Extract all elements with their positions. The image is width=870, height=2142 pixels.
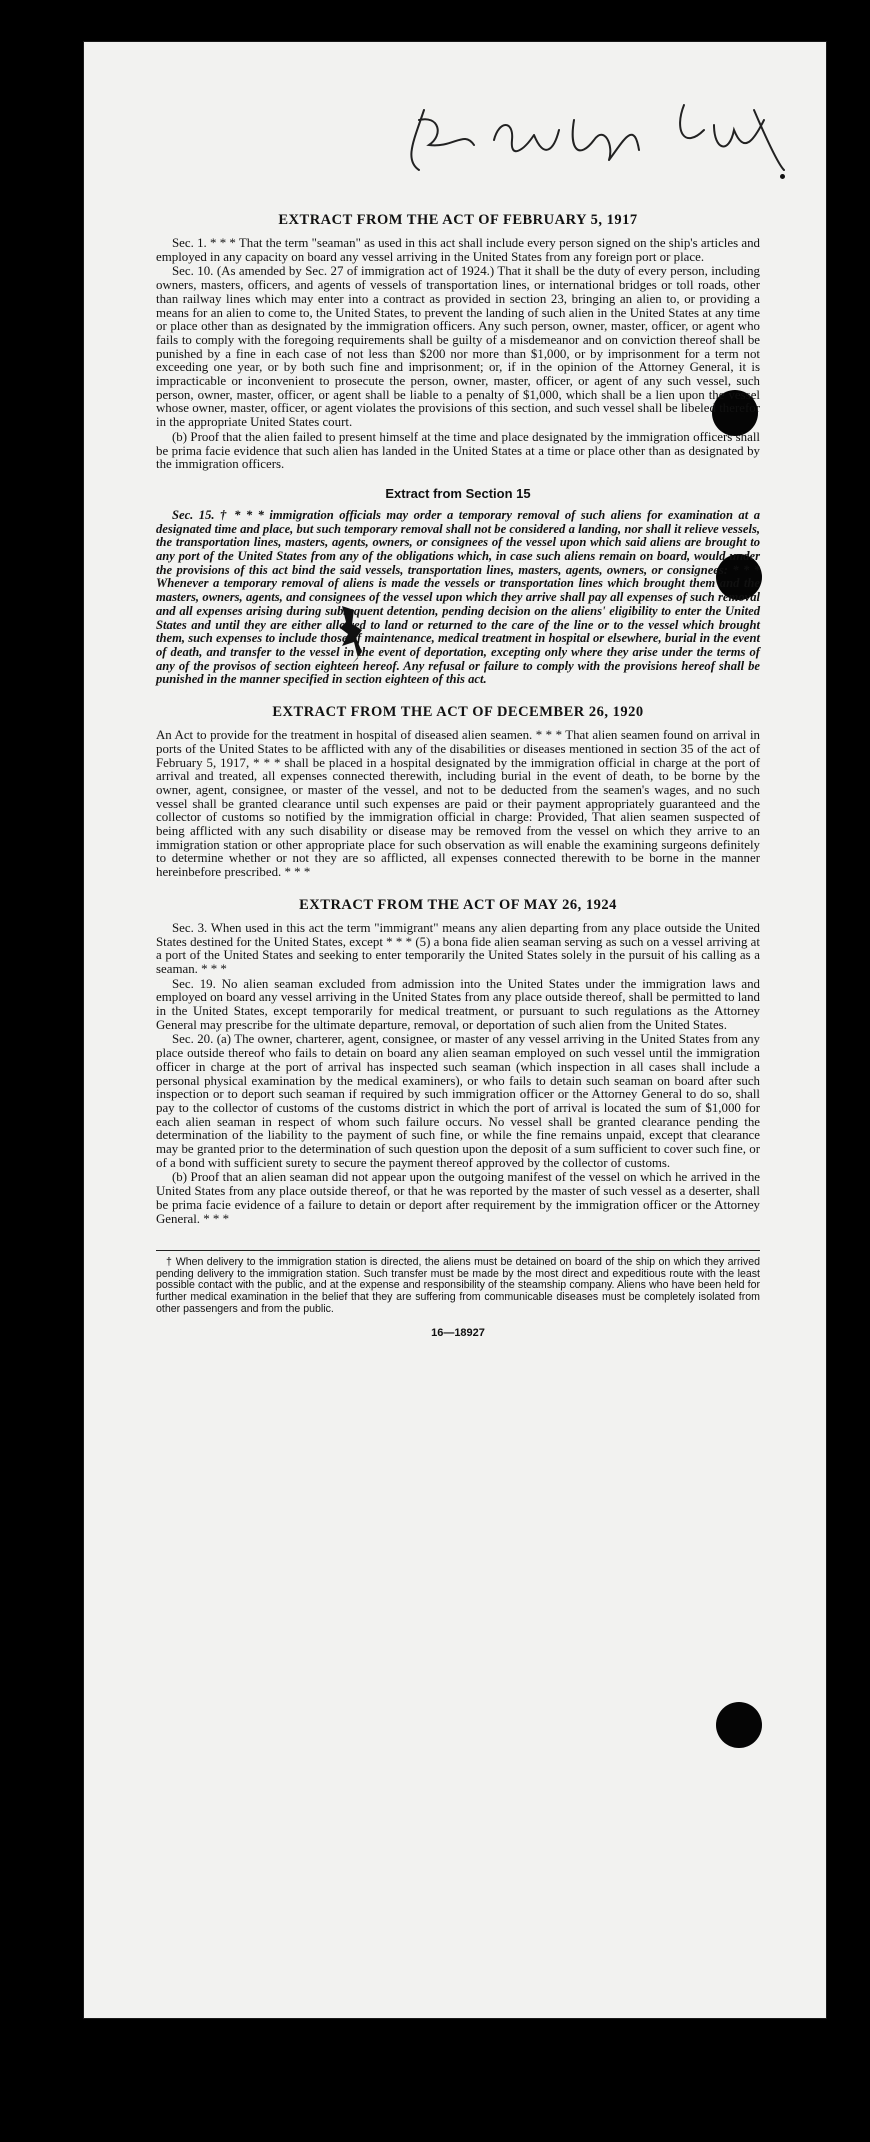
italic-paragraph: Sec. 15. † * * * immigration officials may order a temporary removal of such aliens for examination at a designated time and place, but such temporary removal shall not be considered a landing, nor shall it relieve vessels, the transportation lines, masters, agents, owners, or consignees of the vessel upon which said aliens are brought to any port of the United States from any of the obligations which, in case such aliens remain on board, would under the provisions of this act bind the said vessels, transportation lines, masters, agents, owners, or consignees: * * * Whenever a temporary removal of aliens is made the vessels or transportation lines which brought them and the masters, owners, agents, and consignees of the vessel upon which they arrive shall pay all expenses of such removal and all expenses arising during subsequent detention, pending decision on the aliens' eligibility to enter the United States and until they are either allowed to land or returned to the care of the line or to the vessel which brought them, such expenses to include those of maintenance, medical treatment in hospital or elsewhere, burial in the event of death, and transfer to the vessel in the event of deportation, excepting only where they arise under the terms of any of the provisos of section eighteen hereof. Any refusal or failure to comply with the provisions hereof shall be punished in the manner specified in section eighteen of this act. xyxy=(156,507,760,687)
document-page xyxy=(84,42,826,2018)
paragraph: Sec. 19. No alien seaman excluded from admission into the United States under the immigration laws and employed on board any vessel arriving in the United States from any place outside thereof, shall be permitted to land in the United States, except temporarily for medical treatment, or pursuant to such regulations as the Attorney General may prescribe for the ultimate departure, removal, or deportation of such alien from the United States. xyxy=(156,976,760,1032)
footnote: † When delivery to the immigration station is directed, the aliens must be detained on board of the ship on which they arrived pending delivery to the immigration station. Such transfer must be made by the most direct and expeditious route with the least possible contact with the public, and at the expense and responsibility of the steamship company. Aliens who have been held for further medical examination in the belief that they are suffering from communicable diseases must be completely isolated from other passengers and from the public. xyxy=(156,1256,760,1315)
paragraph: Sec. 1. * * * That the term "seaman" as used in this act shall include every person signed on the ship's articles and employed in any capacity on board any vessel arriving in the United States from any foreign port or place. xyxy=(156,236,760,264)
section-heading: EXTRACT FROM THE ACT OF MAY 26, 1924 xyxy=(299,896,617,913)
paragraph: An Act to provide for the treatment in hospital of diseased alien seamen. * * * That alien seamen found on arrival in ports of the United States to be afflicted with any of the disabilities or diseases mentioned in section 35 of the act of February 5, 1917, * * * shall be placed in a hospital designated by the immigration official in charge at the port of arrival and treated, all expenses connected therewith, including burial in the event of death, to be borne by the owner, agent, consignee, or master of the vessel, and not to be deducted from the seamen's wages, and no such vessel shall be granted clearance until such expenses are paid or their payment appropriately guaranteed and the collector of customs so notified by the immigration official in charge: Provided, That alien seamen suspected of being afflicted with any such disability or disease may be removed from the vessel on which they arrive to an immigration station or other appropriate place for such observation as will enable the examining surgeons definitely to determine whether or not they are so afflicted, all expenses connected therewith to be borne in the manner hereinbefore prescribed. * * * xyxy=(156,728,760,880)
section-extract-15 xyxy=(156,486,760,687)
section-act-1917 xyxy=(156,212,760,472)
section-subheading: Extract from Section 15 xyxy=(385,485,531,501)
footnote-divider xyxy=(156,1250,760,1251)
section-heading: EXTRACT FROM THE ACT OF FEBRUARY 5, 1917 xyxy=(278,212,638,228)
punch-hole-3 xyxy=(716,1702,762,1748)
paragraph: Sec. 3. When used in this act the term "immigrant" means any alien departing from any place outside the United States destined for the United States, except * * * (5) a bona fide alien seaman serving as such on a vessel arriving at a port of the United States and seeking to enter temporarily the United States solely in the pursuit of his calling as a seaman. * * * xyxy=(156,920,760,976)
handwriting-scribble xyxy=(384,90,804,180)
paragraph: Sec. 10. (As amended by Sec. 27 of immigration act of 1924.) That it shall be the duty of every person, including owners, masters, officers, and agents of vessels of transportation lines, or international bridges or toll roads, other than railway lines which may enter into a contract as provided in section 23, bringing an alien to, or providing a means for an alien to come to, the United States, to prevent the landing of such alien in the United States at any time or place other than as designated by the immigration officers. Any such person, owner, master, officer, or agent who fails to comply with the foregoing requirements shall be guilty of a misdemeanor and on conviction thereof shall be punished by a fine in each case of not less than $200 nor more than $1,000, or by imprisonment for a term not exceeding one year, or by both such fine and imprisonment; or, if in the opinion of the Attorney General, it is impracticable or inconvenient to prosecute the person, owner, master, officer, or agent of any such vessel, such person, owner, master, officer, or agent shall be liable to a penalty of $1,000, which shall be a lien upon the vessel whose owner, master, officer, or agent violates the provisions of this section, and such vessel shall be libeled therefor in the appropriate United States court. xyxy=(156,264,760,430)
document-body xyxy=(156,212,760,1339)
paragraph: (b) Proof that an alien seaman did not appear upon the outgoing manifest of the vessel on which he arrived in the United States from any place outside thereof, or that he was reported by the master of such vessel as a deserter, shall be prima facie evidence of a failure to detain or deport after requirement by the immigration officer or the Attorney General. * * * xyxy=(156,1170,760,1226)
handwritten-annotation xyxy=(384,90,804,180)
section-act-1920 xyxy=(156,704,760,880)
paragraph: (b) Proof that the alien failed to present himself at the time and place designated by the immigration officers shall be prima facie evidence that such alien has landed in the United States at a time or place other than as designated by the immigration officers. xyxy=(156,429,760,472)
paragraph: Sec. 20. (a) The owner, charterer, agent, consignee, or master of any vessel arriving in the United States from any place outside thereof who fails to detain on board any alien seaman employed on such vessel until the immigration officer in charge at the port of arrival has inspected such seaman (which inspection in all cases shall include a personal physical examination by the medical examiners), or who fails to detain such seaman on board after such inspection or to deport such seaman if required by such immigration officer or the Attorney General to do so, shall pay to the collector of customs of the customs district in which the port of arrival is located the sum of $1,000 for each alien seaman in respect of whom such failure occurs. No vessel shall be granted clearance pending the determination of the liability to the payment of such fine, or while the fine remains unpaid, except that clearance may be granted prior to the determination of such question upon the deposit of a sum sufficient to cover such fine, or of a bond with sufficient surety to secure the payment thereof approved by the collector of customs. xyxy=(156,1032,760,1170)
form-number: 16—18927 xyxy=(431,1327,485,1340)
ink-dot xyxy=(780,174,785,179)
section-heading: EXTRACT FROM THE ACT OF DECEMBER 26, 1920 xyxy=(272,704,644,721)
section-act-1924 xyxy=(156,897,760,1226)
